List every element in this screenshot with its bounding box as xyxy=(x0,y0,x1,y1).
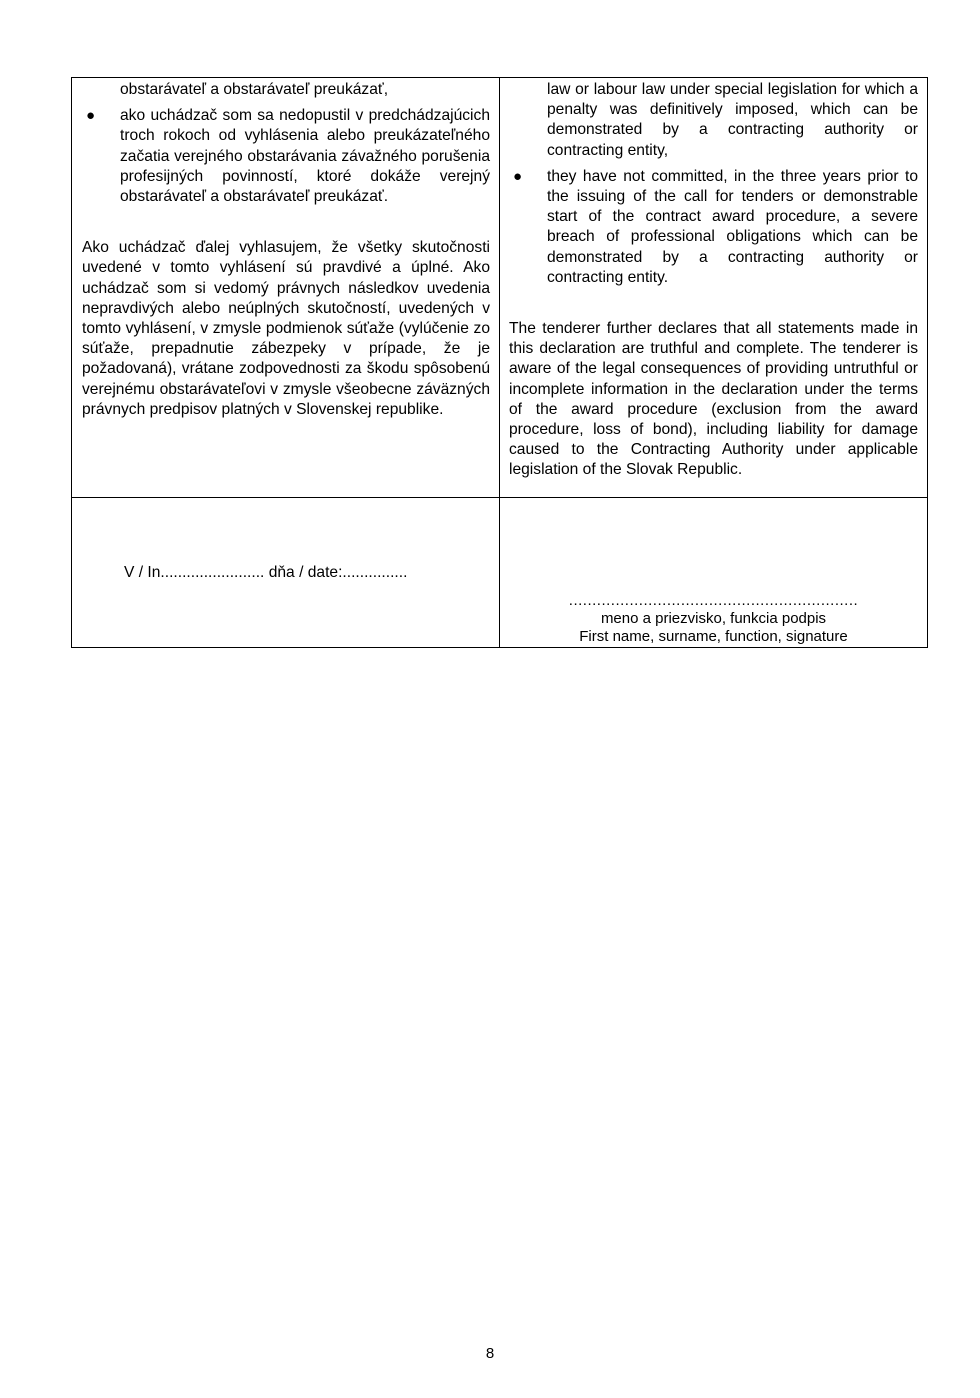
english-bullet-text: they have not committed, in the three years prior to the issuing of the call for tenders or demonstrable start of the contract award procedure, a severe breach of professional obligations which can be demonstrated by a contracting authority or contracting entity. xyxy=(547,167,918,286)
bullet-icon: ● xyxy=(513,167,523,185)
slovak-continuation-text: obstarávateľ a obstarávateľ preukázať, xyxy=(120,81,389,98)
slovak-bullet-item xyxy=(82,106,490,207)
signature-label-sk: meno a priezvisko, funkcia podpis xyxy=(600,610,827,627)
slovak-declaration-paragraph: Ako uchádzač ďalej vyhlasujem, že všetky skutočnosti uvedené v tomto vyhlásení sú pravdivé a úplné. Ako uchádzač som si vedomý právnych následkov uvedenia nepravdivých alebo neúplných skutočností, uvedených v tomto vyhlásení, v zmysle podmienok súťaže (vylúčenie zo súťaže, prepadnutie zábezpeky v prípade, že je požadovaná), vrátane zodpovednosti za škodu spôsobenú verejnému obstarávateľovi v zmysle všeobecne záväzných právnych predpisov platných v Slovenskej republike. xyxy=(82,239,490,418)
english-continuation-text: law or labour law under special legislation for which a penalty was definitively imposed, which can be demonstrated by a contracting authority or contracting entity, xyxy=(547,81,918,159)
signature-label-en: First name, surname, function, signature xyxy=(579,628,848,645)
signature-cell xyxy=(500,498,928,648)
slovak-column-cell xyxy=(72,78,500,498)
bullet-icon: ● xyxy=(86,107,96,125)
signature-block xyxy=(500,592,927,646)
english-declaration-paragraph: The tenderer further declares that all statements made in this declaration are truthful and complete. The tenderer is aware of the legal consequences of providing untruthful or incomplete information in the declaration under the terms of the award procedure (exclusion from the award procedure, loss of bond), including liability for damage caused to the Contracting Authority under applicable legislation of the Slovak Republic. xyxy=(509,320,918,479)
signature-line: .............................................................. xyxy=(568,592,859,609)
slovak-bullet-text: ako uchádzač som sa nedopustil v predchádzajúcich troch rokoch od vyhlásenia alebo preukázateľného začatia verejného obstarávania závažného porušenia profesijných povinností, ktoré dokáže verejný obstarávateľ a obstarávateľ preukázať. xyxy=(120,107,490,206)
english-bullet-item xyxy=(509,167,918,288)
declaration-text-row xyxy=(72,78,928,498)
declaration-table xyxy=(71,77,928,648)
signature-row xyxy=(72,498,928,648)
english-column-cell xyxy=(500,78,928,498)
place-date-cell xyxy=(72,498,500,648)
page-number: 8 xyxy=(485,1345,495,1362)
place-date-field: V / In........................ dňa / date:............... xyxy=(124,564,408,581)
